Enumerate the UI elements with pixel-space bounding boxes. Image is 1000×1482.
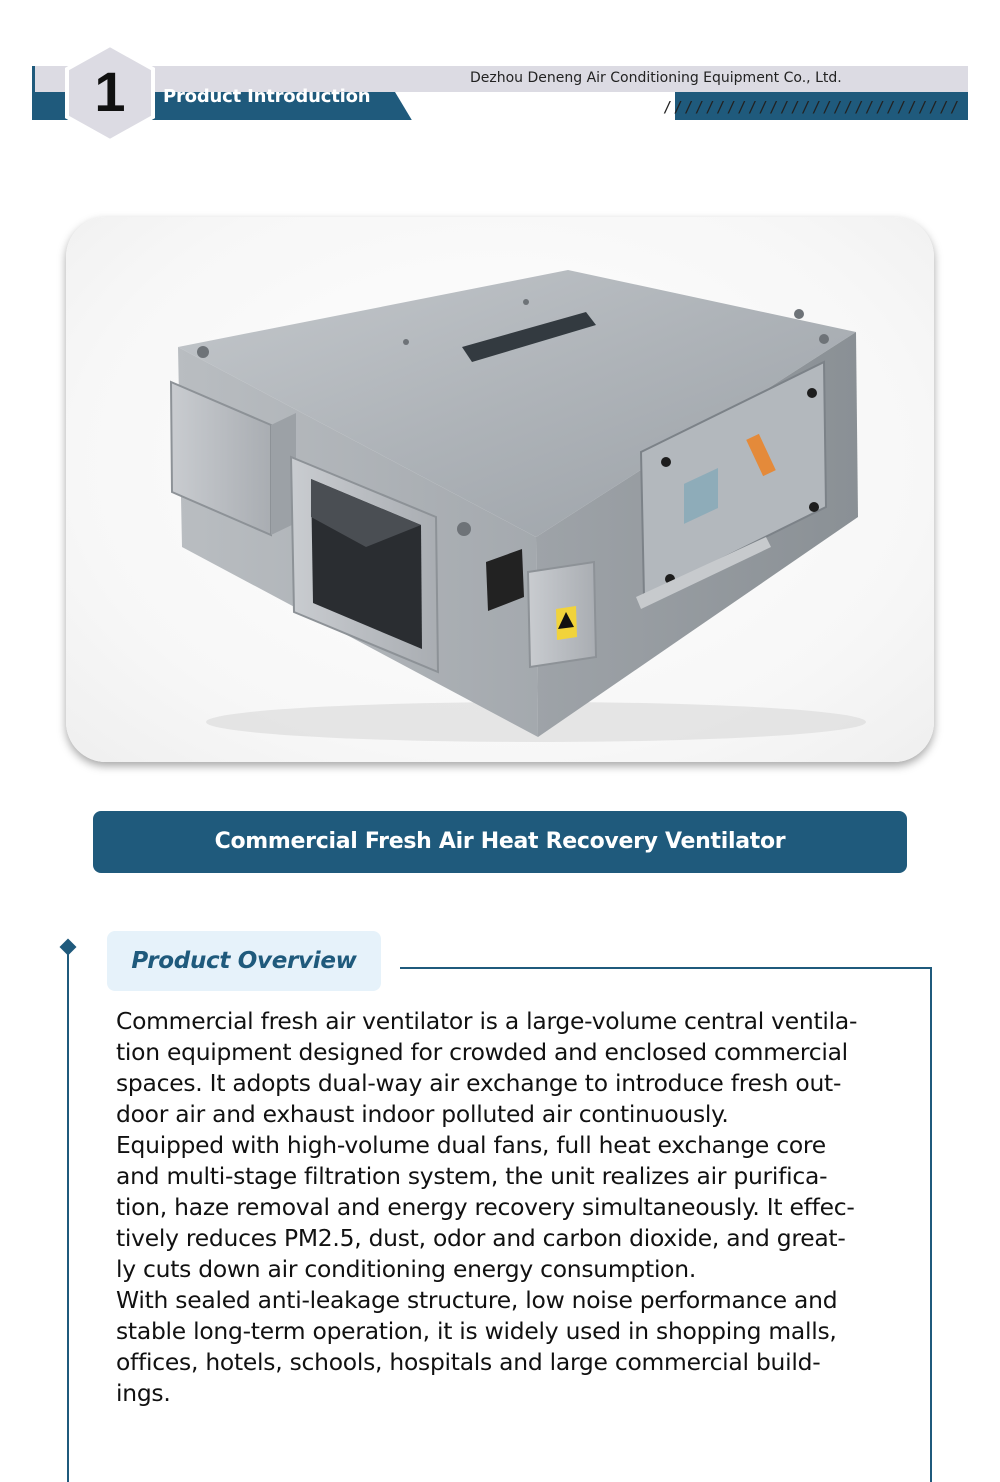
overview-heading-tab [107,931,381,991]
overview-line: tion equipment designed for crowded and enclosed commercial [116,1038,848,1066]
overview-frame-top [400,967,932,969]
overview-frame-right [930,967,932,1482]
section-number: 1 [94,60,126,123]
overview-line: door air and exhaust indoor polluted air continuously. [116,1100,729,1128]
section-number-badge [63,43,157,143]
overview-heading: Product Overview [131,948,357,974]
company-name: Dezhou Deneng Air Conditioning Equipment Co., Ltd. [470,70,842,86]
ventilator-unit-illustration [66,217,934,762]
overview-line: spaces. It adopts dual-way air exchange to introduce fresh out- [116,1069,842,1097]
overview-line: ly cuts down air conditioning energy consumption. [116,1255,697,1283]
product-title-bar [93,811,907,873]
overview-body [116,1006,896,1409]
product-title: Commercial Fresh Air Heat Recovery Ventilator [214,829,786,854]
overview-frame-left [67,952,69,1482]
overview-line: Equipped with high-volume dual fans, full heat exchange core [116,1131,826,1159]
section-title: Product Introduction [163,86,371,107]
product-photo [66,217,934,762]
overview-line: tively reduces PM2.5, dust, odor and carbon dioxide, and great- [116,1224,846,1252]
header-band-cutout [395,92,675,120]
overview-line: With sealed anti-leakage structure, low noise performance and [116,1286,838,1314]
header-slash-decoration: //////////////////////////// [663,98,961,116]
overview-line: and multi-stage filtration system, the unit realizes air purifica- [116,1162,828,1190]
overview-line: tion, haze removal and energy recovery simultaneously. It effec- [116,1193,855,1221]
overview-line: stable long-term operation, it is widely used in shopping malls, [116,1317,837,1345]
header-band-edge [32,66,35,120]
overview-line: Commercial fresh air ventilator is a large-volume central ventila- [116,1007,858,1035]
overview-line: offices, hotels, schools, hospitals and large commercial build- [116,1348,821,1376]
overview-line: ings. [116,1379,171,1407]
